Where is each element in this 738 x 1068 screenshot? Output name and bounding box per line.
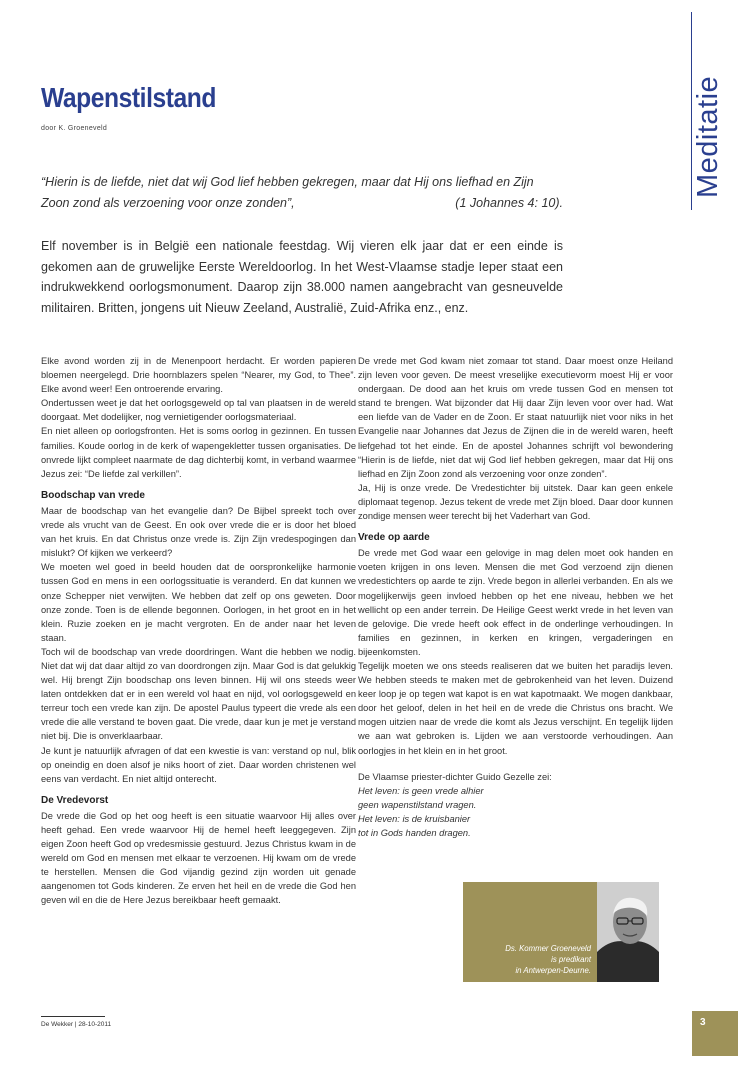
paragraph: We moeten wel goed in beeld houden dat de oorspronkelijke harmonie tussen God en mens in een oorlogssituatie is veranderd. En dat kunnen we onze Schepper niet verwijten. We hebben dat zelf op ons geweten. Door onze zonde. Toen is de ellende begonnen. Oorlogen, in het groot en in het klein. Ruzie zoeken en je macht vergroten. En de ander naar het leven staan. [41, 562, 356, 643]
caption-line: is predikant [551, 955, 591, 964]
subheading-vrede-op-aarde: Vrede op aarde [358, 532, 430, 544]
footer-rule [41, 1016, 105, 1017]
paragraph: Tegelijk moeten we ons steeds realiseren dat we buiten het paradijs leven. We hebben steeds te maken met de gebrokenheid van het leven. Duizend keer loop je op tegen wat kapot is en wat kapotmaakt. We mogen dankbaar, door het geloof, delen in het heil en de vrede die Christus ons bracht. We mogen uitzien naar de vrede die komt als Jezus verschijnt. En tegelijk lijden we aan wat gebroken is. Lijden we aan verstoorde verhoudingen. Aan oorlogjes in het klein en in het groot. [358, 660, 673, 756]
right-column [358, 354, 673, 840]
page-number-box [692, 1011, 738, 1056]
paragraph: De vrede met God kwam niet zomaar tot stand. Daar moest onze Heiland zijn leven voor geven. De meest vreselijke executievorm moest Hij er voor ondergaan. De dood aan het kruis om vrede tussen God en mensen tot stand te brengen. Wat bijzonder dat Hij daar Zijn leven voor over had. Wat een liefde van de Vader en de Zoon. Er staat natuurlijk niet voor niks in het Evangelie naar Johannes dat Jezus de Zijnen die in de wereld waren, heeft liefgehad tot het einde. En de apostel Johannes schrijft vol bewondering “Hierin is de liefde, niet dat wij God lief hebben gekregen, maar dat Hij ons liefhad en Zijn Zoon zond als verzoening voor onze zonden”. [358, 356, 673, 479]
section-label: Meditatie [692, 75, 724, 198]
poem-line: Het leven: is de kruisbanier [358, 813, 471, 824]
byline: door K. Groeneveld [41, 125, 108, 132]
left-column [41, 354, 356, 908]
subheading-vredevorst: De Vredevorst [41, 794, 109, 806]
caption-line: Ds. Kommer Groeneveld [505, 944, 591, 953]
footer: De Wekker | 28-10-2011 [41, 1021, 112, 1028]
intro-paragraph: Elf november is in België een nationale feestdag. Wij vieren elk jaar dat er een einde is gekomen aan de gruwelijke Eerste Wereldoorlog. In het West-Vlaamse stadje Ieper staat een indrukwekkend oorlogsmonument. Daarop zijn 38.000 namen aangebracht van gesneuvelde militairen. Britten, jongens uit Nieuw Zeeland, Australië, Zuid-Afrika enz., enz. [41, 239, 563, 315]
page-number: 3 [700, 1017, 706, 1028]
paragraph: De vrede die God op het oog heeft is een situatie waarvoor Hij alles over heeft gehad. Een vrede waarvoor Hij de hemel heeft leeggegeven. Zijn eigen Zoon heeft God op vredesmissie gestuurd. Jezus Christus kwam in de wereld om God en mensen met elkaar te verzoenen. Hij kwam om de vrede te herstellen. Mensen die God vijandig gezind zijn worden uit genade aangenomen tot Gods kinderen. Ze erven het heil en de vrede die God hen geven wil en die de Here Jezus bereikbaar heeft gemaakt. [41, 810, 356, 906]
poem-line: tot in Gods handen dragen. [358, 828, 471, 838]
photo-caption [463, 882, 597, 982]
caption-line: in Antwerpen-Deurne. [515, 966, 591, 975]
paragraph: De vrede met God waar een gelovige in mag delen moet ook handen en voeten krijgen in ons leven. Mensen die met God verzoend zijn dienen vredestichters op aarde te zijn. Vrede begon in allerlei verbanden. En als we mogelijkerwijs geen invloed hebben op het ene niveau, hebben we het wellicht op een ander terrein. De Heilige Geest werkt vrede in het leven van de gelovige. Die vrede heeft ook effect in de onderlinge verhoudingen. In families en gezinnen, in kerken en kringen, vergaderingen en bijeenkomsten. [358, 548, 673, 657]
quote-reference: (1 Johannes 4: 10). [455, 196, 563, 210]
paragraph: Toch wil de boodschap van vrede doordringen. Want die hebben we nodig. Niet dat wij dat daar altijd zo van doordrongen zijn. Maar God is dat gelukkig wel. Hij brengt Zijn boodschap ons leven binnen. Hij wil ons steeds weer laten ontdekken dat er in een wereld vol haat en nijd, vol oorlogsgeweld en terreur toch een vrede kan zijn. De apostel Paulus typeert die vrede als een vrede die alle verstand te boven gaat. Die vrede, daar kun je met je verstand niet bij. Die is onverklaarbaar. [41, 646, 356, 742]
poem-line: geen wapenstilstand vragen. [358, 799, 477, 810]
paragraph: De Vlaamse priester-dichter Guido Gezelle zei: [358, 771, 552, 782]
paragraph: Ondertussen weet je dat het oorlogsgeweld op tal van plaatsen in de wereld doorgaat. Met dodelijker, nog vernietigender oorlogsmateriaal. [41, 398, 356, 423]
quote-text: “Hierin is de liefde, niet dat wij God lief hebben gekregen, maar dat Hij ons liefhad en Zijn Zoon zond als verzoening voor onze zonden”, [41, 175, 534, 210]
subheading-boodschap: Boodschap van vrede [41, 489, 145, 501]
opening-quote [41, 172, 563, 214]
poem-line: Het leven: is geen vrede alhier [358, 785, 484, 796]
poem [358, 784, 673, 840]
paragraph: Je kunt je natuurlijk afvragen of dat een kwestie is van: verstand op nul, blik op oneindig en doen alsof je niks hoort of ziet. Daar worden christenen wel eens van verdacht. En niet altijd onterecht. [41, 745, 356, 784]
paragraph: Ja, Hij is onze vrede. De Vredestichter bij uitstek. Daar kan geen enkele diplomaat tegenop. Jezus tekent de vrede met Zijn bloed. Daar door kunnen zondige mensen weer terecht bij het Vaderhart van God. [358, 482, 673, 522]
paragraph: Elke avond worden zij in de Menenpoort herdacht. Er worden papieren bloemen neergelegd. Drie hoornblazers spelen “Nearer, my God, to Thee”. Elke avond weer! Een ontroerende ervaring. [41, 356, 356, 395]
paragraph: Maar de boodschap van het evangelie dan? De Bijbel spreekt toch over vrede als vrucht van de Geest. En ook over vrede die er is door het bloed van het kruis. En dat Christus onze vrede is. Zijn Zijn vredespogingen dan mislukt? Of kijken we verkeerd? [41, 505, 356, 559]
author-photo-block [463, 882, 659, 982]
paragraph: En niet alleen op oorlogsfronten. Het is soms oorlog in gezinnen. En tussen families. Koude oorlog in de kerk of wapengekletter tussen organisaties. De onvrede lijkt compleet naarmate de dag dichterbij komt, in verband waarmee Jezus zei: “De liefde zal verkillen”. [41, 426, 356, 479]
author-portrait [597, 882, 659, 982]
article-title: Wapenstilstand [41, 82, 217, 113]
